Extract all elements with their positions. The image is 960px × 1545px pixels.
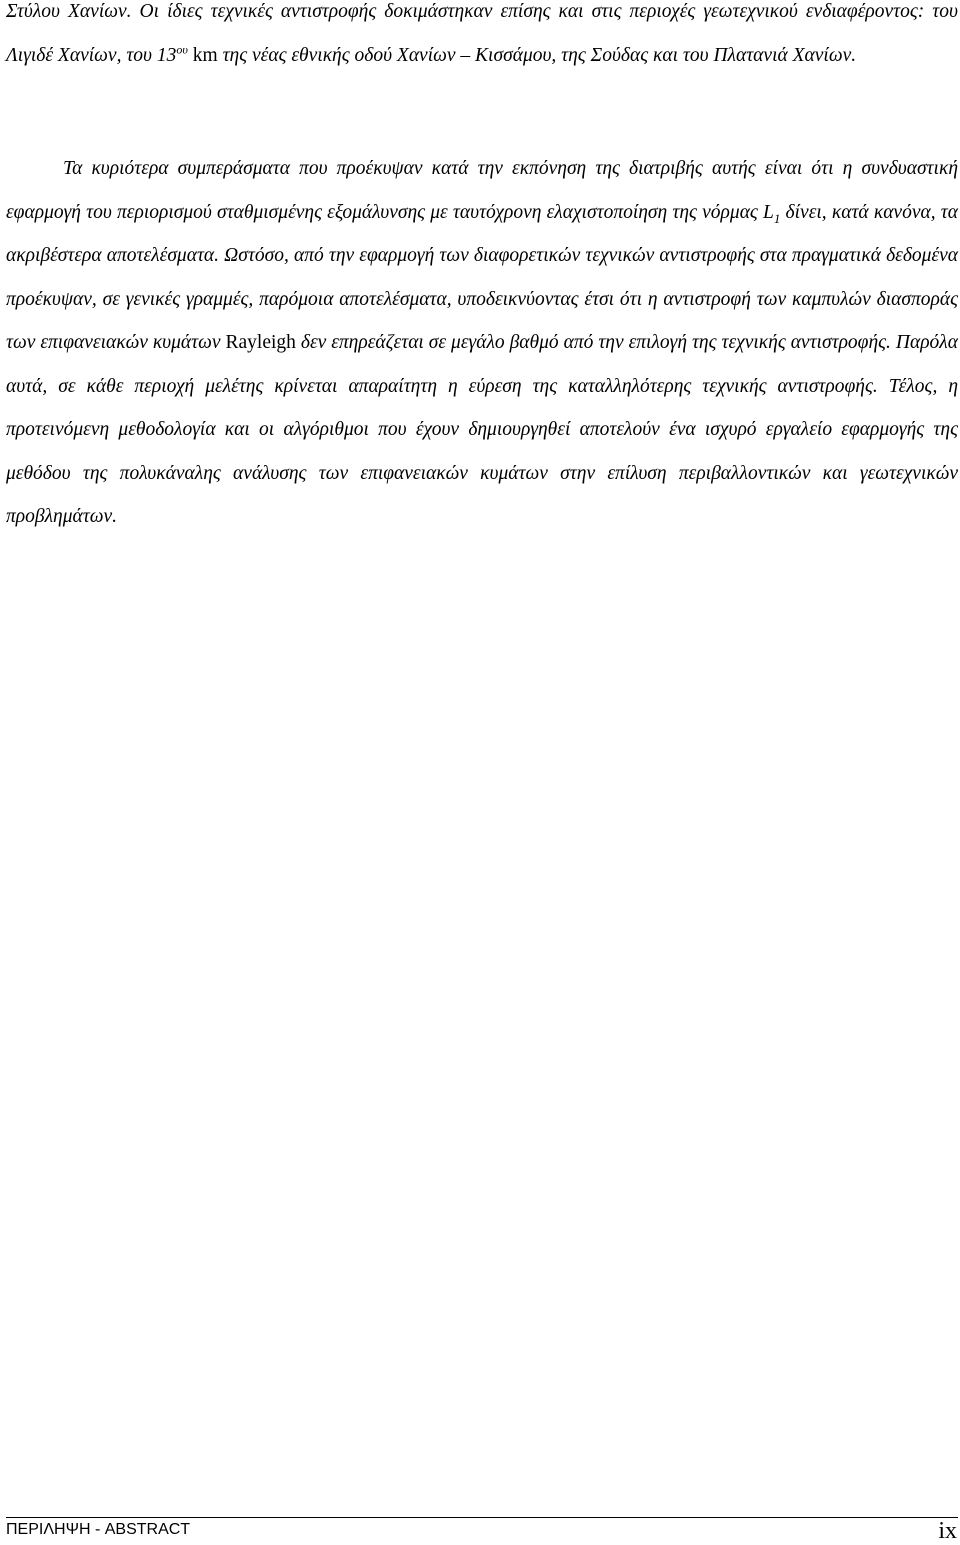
paragraph-text: Στύλου Χανίων. Οι ίδιες τεχνικές αντιστροφής δοκιμάστηκαν επίσης και στις περιοχές γεωτεχνικού ενδιαφέροντος: του Λιγιδέ Χανίων, του 13 bbox=[6, 1, 958, 66]
rayleigh-term: Rayleigh bbox=[225, 332, 296, 353]
km-unit: km bbox=[187, 44, 218, 66]
ordinal-superscript: ου bbox=[176, 42, 188, 56]
footer-section-title: ΠΕΡΙΛΗΨΗ - ABSTRACT bbox=[6, 1521, 191, 1538]
paragraph-text: Τα κυριότερα συμπεράσματα που προέκυψαν κατά την εκπόνηση της διατριβής αυτής είναι ότι η συνδυαστική εφαρμογή του περιορισμού σταθμισμένης εξομάλυνσης με ταυτόχρονη ελαχιστοποίηση της νόρμας L bbox=[6, 158, 958, 223]
paragraph-text: δεν επηρεάζεται σε μεγάλο βαθμό από την επιλογή της τεχνικής αντιστροφής. Παρόλα αυτά, σε κάθε περιοχή μελέτης κρίνεται απαραίτητη η εύρεση της καταλληλότερης τεχνικής αντιστροφής. Τέλος, η προτεινόμενη μεθοδολογία και οι αλγόριθμοι που έχουν δημιουργηθεί αποτελούν ένα ισχυρό εργαλείο εφαρμογής της μεθόδου της πολυκάναλης ανάλυσης των επιφανειακών κυμάτων στην επίλυση περιβαλλοντικών και γεωτεχνικών προβλημάτων. bbox=[6, 332, 958, 527]
norm-subscript: 1 bbox=[773, 210, 781, 226]
page-number: ix bbox=[938, 1518, 957, 1544]
paragraph-study-areas bbox=[6, 0, 958, 77]
paragraph-text: δίνει, κατά κανόνα, τα ακριβέστερα αποτελέσματα. Ωστόσο, από την εφαρμογή των διαφορετικών τεχνικών αντιστροφής στα πραγματικά δεδομένα προέκυψαν, σε γενικές γραμμές, παρόμοια αποτελέσματα, υποδεικνύοντας έτσι ότι η αντιστροφή των καμπυλών διασποράς των επιφανειακών κυμάτων bbox=[6, 201, 958, 353]
paragraph-text: της νέας εθνικής οδού Χανίων – Κισσάμου, της Σούδας και του Πλατανιά Χανίων. bbox=[217, 44, 857, 66]
footer-divider bbox=[6, 1517, 958, 1518]
paragraph-conclusions bbox=[6, 147, 958, 539]
